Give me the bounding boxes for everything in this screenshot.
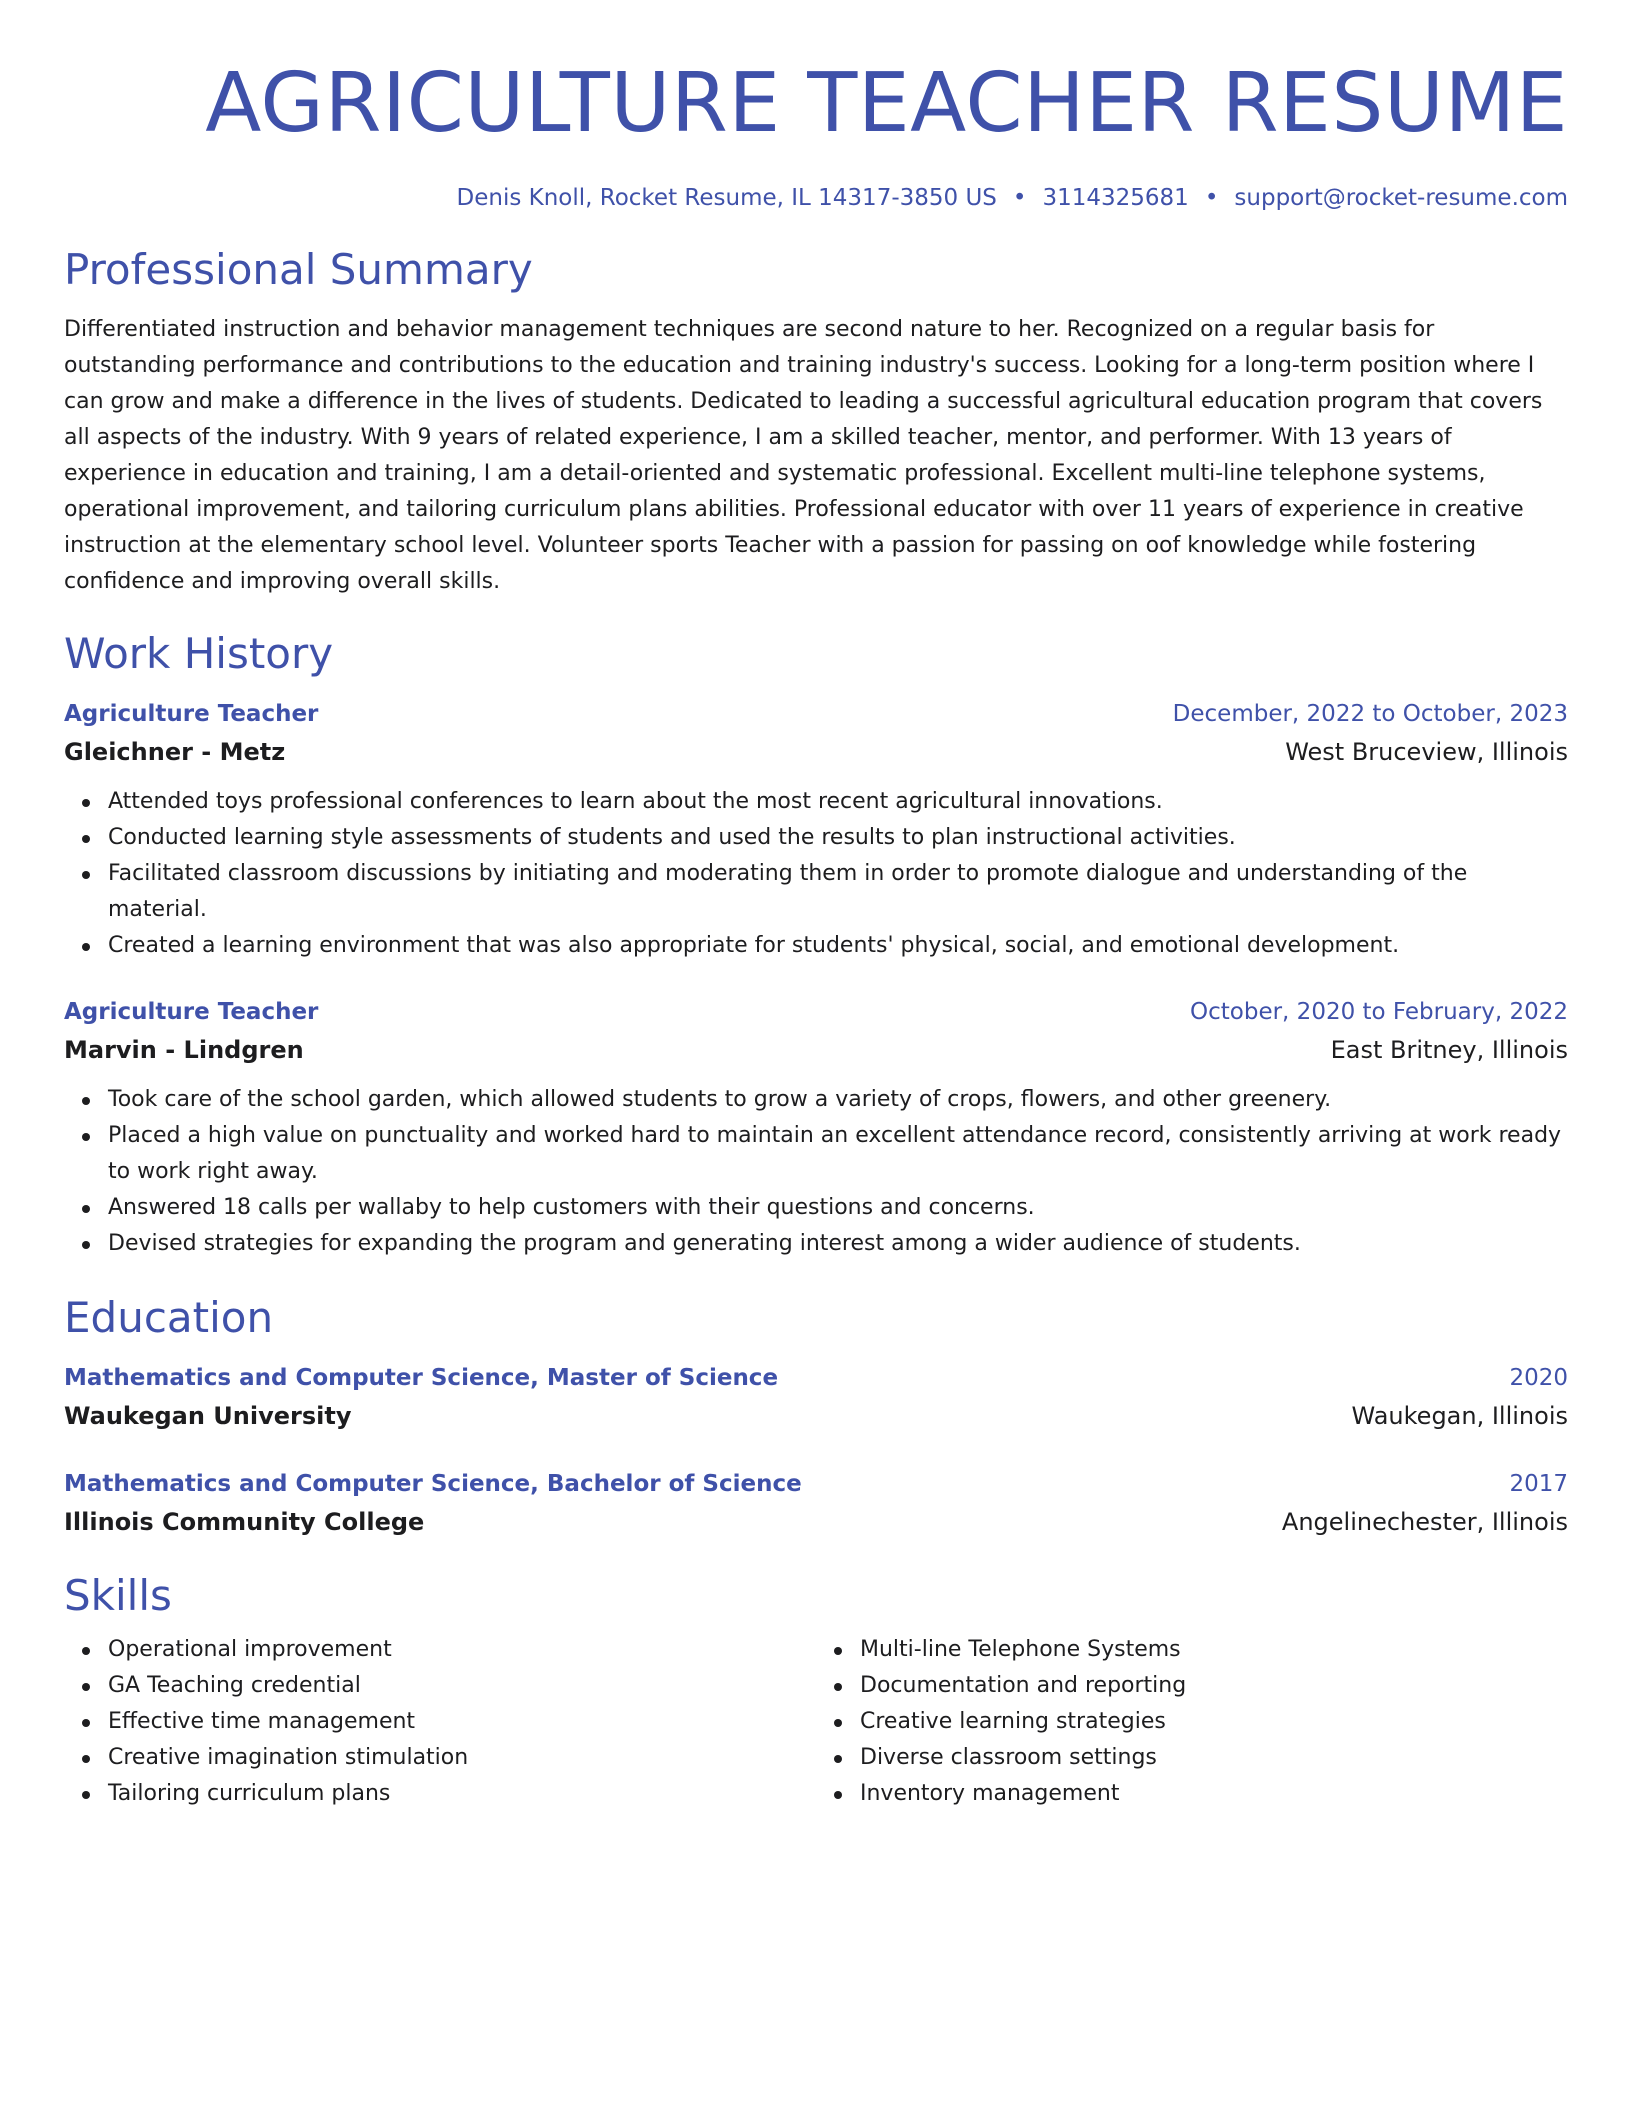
work-history-section xyxy=(64,626,1568,1262)
summary-section xyxy=(64,242,1568,600)
skill-item: Documentation and reporting xyxy=(860,1668,1568,1704)
skills-list-left xyxy=(64,1632,816,1812)
skill-item: GA Teaching credential xyxy=(108,1668,816,1704)
education-school-row xyxy=(64,1396,1568,1436)
job-title-row xyxy=(64,696,1568,732)
job-bullet-list xyxy=(64,784,1568,964)
education-entry xyxy=(64,1466,1568,1542)
skill-item: Creative imagination stimulation xyxy=(108,1740,816,1776)
skill-item: Effective time management xyxy=(108,1704,816,1740)
education-location: Waukegan, Illinois xyxy=(1351,1402,1568,1430)
job-bullet: Answered 18 calls per wallaby to help customers with their questions and concerns. xyxy=(108,1190,1568,1226)
section-title-skills: Skills xyxy=(64,1571,172,1620)
summary-text: Differentiated instruction and behavior management techniques are second nature to her. Recognized on a regular basis for outstanding performance and contributions to the education and training industry's success. Looking for a long-term position where I can grow and make a difference in the lives of students. Dedicated to leading a successful agricultural education program that covers all aspects of the industry. With 9 years of related experience, I am a skilled teacher, mentor, and performer. With 13 years of experience in education and training, I am a detail-oriented and systematic professional. Excellent multi-line telephone systems, operational improvement, and tailoring curriculum plans abilities. Professional educator with over 11 years of experience in creative instruction at the elementary school level. Volunteer sports Teacher with a passion for passing on oof knowledge while fostering confidence and improving overall skills. xyxy=(64,317,1543,594)
job-company: Marvin - Lindgren xyxy=(64,1036,304,1064)
skill-item: Creative learning strategies xyxy=(860,1704,1568,1740)
section-title-work-history: Work History xyxy=(64,629,334,678)
skills-list-right xyxy=(816,1632,1568,1812)
job-bullet: Created a learning environment that was also appropriate for students' physical, social, and emotional development. xyxy=(108,928,1568,964)
job-bullet-list xyxy=(64,1082,1568,1262)
skill-item: Operational improvement xyxy=(108,1632,816,1668)
contact-separator: • xyxy=(1204,185,1219,211)
education-school: Waukegan University xyxy=(64,1402,352,1430)
job-dates: December, 2022 to October, 2023 xyxy=(1172,701,1568,727)
education-year: 2020 xyxy=(1509,1365,1568,1391)
education-degree-row xyxy=(64,1360,1568,1396)
job-bullet: Took care of the school garden, which allowed students to grow a variety of crops, flowers, and other greenery. xyxy=(108,1082,1568,1118)
section-title-education: Education xyxy=(64,1293,274,1342)
job-bullet: Facilitated classroom discussions by initiating and moderating them in order to promote dialogue and understanding of the material. xyxy=(108,856,1568,928)
job-company: Gleichner - Metz xyxy=(64,738,286,766)
skill-item: Inventory management xyxy=(860,1776,1568,1812)
job-title: Agriculture Teacher xyxy=(64,701,319,727)
job-dates: October, 2020 to February, 2022 xyxy=(1190,999,1568,1025)
job-entry xyxy=(64,696,1568,964)
job-bullet: Devised strategies for expanding the program and generating interest among a wider audience of students. xyxy=(108,1226,1568,1262)
contact-email[interactable]: support@rocket-resume.com xyxy=(1234,185,1568,211)
job-company-row xyxy=(64,732,1568,772)
skills-grid xyxy=(64,1632,1568,1812)
skills-section xyxy=(64,1568,1568,1812)
contact-phone: 3114325681 xyxy=(1042,185,1189,211)
education-degree: Mathematics and Computer Science, Bachelor of Science xyxy=(64,1471,802,1497)
section-title-summary: Professional Summary xyxy=(64,245,533,294)
education-entry xyxy=(64,1360,1568,1436)
skill-item: Multi-line Telephone Systems xyxy=(860,1632,1568,1668)
job-bullet: Conducted learning style assessments of students and used the results to plan instructional activities. xyxy=(108,820,1568,856)
job-bullet: Placed a high value on punctuality and worked hard to maintain an excellent attendance record, consistently arriving at work ready to work right away. xyxy=(108,1118,1568,1190)
resume-header xyxy=(64,48,1568,214)
education-location: Angelinechester, Illinois xyxy=(1281,1508,1568,1536)
resume-title: AGRICULTURE TEACHER RESUME xyxy=(205,56,1568,151)
job-title-row xyxy=(64,994,1568,1030)
contact-address: Denis Knoll, Rocket Resume, IL 14317-3850 US xyxy=(456,185,997,211)
education-school: Illinois Community College xyxy=(64,1508,425,1536)
job-company-row xyxy=(64,1030,1568,1070)
skill-item: Diverse classroom settings xyxy=(860,1740,1568,1776)
education-degree-row xyxy=(64,1466,1568,1502)
education-school-row xyxy=(64,1502,1568,1542)
education-year: 2017 xyxy=(1509,1471,1568,1497)
education-degree: Mathematics and Computer Science, Master of Science xyxy=(64,1365,779,1391)
contact-line xyxy=(64,182,1568,214)
job-location: West Bruceview, Illinois xyxy=(1285,738,1568,766)
education-section xyxy=(64,1290,1568,1542)
job-location: East Britney, Illinois xyxy=(1330,1036,1568,1064)
job-entry xyxy=(64,994,1568,1262)
contact-separator: • xyxy=(1012,185,1027,211)
skill-item: Tailoring curriculum plans xyxy=(108,1776,816,1812)
job-bullet: Attended toys professional conferences to learn about the most recent agricultural innovations. xyxy=(108,784,1568,820)
job-title: Agriculture Teacher xyxy=(64,999,319,1025)
